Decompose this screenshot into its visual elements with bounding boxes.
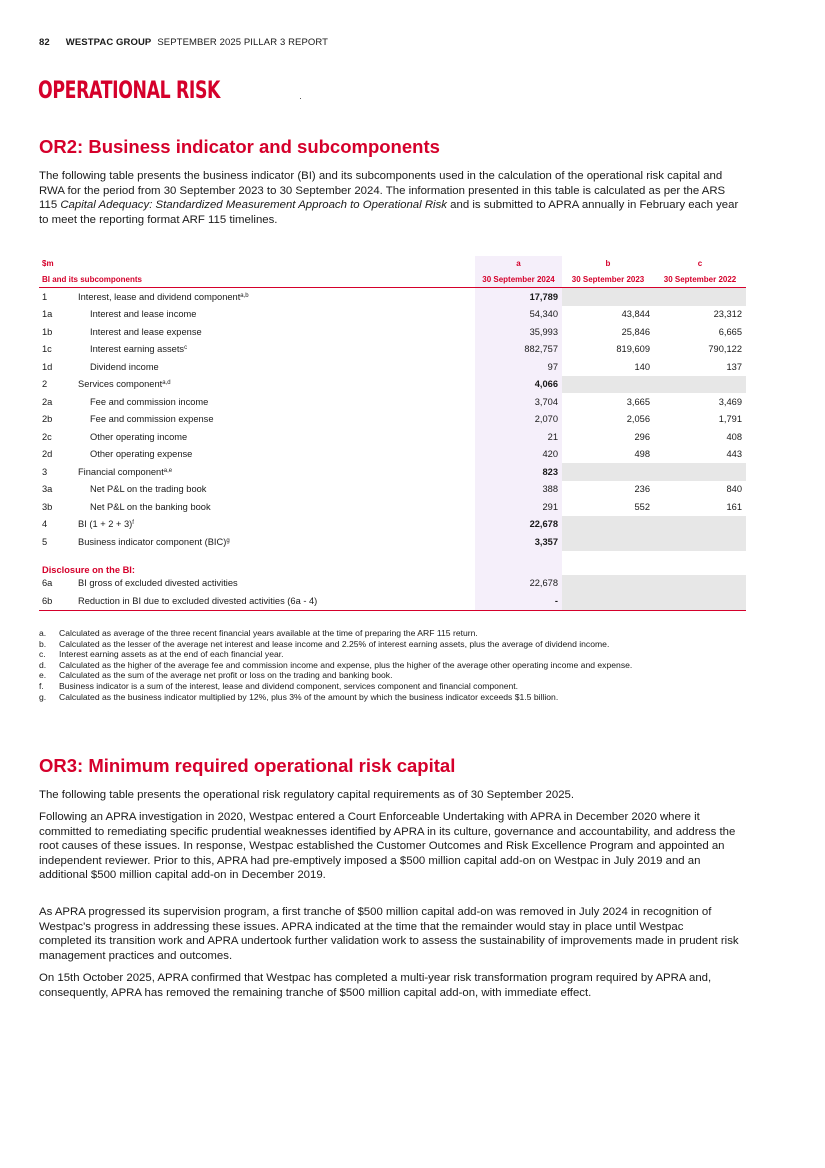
footnote-ref: c (184, 345, 188, 352)
value-a: 22,678 (475, 575, 562, 593)
row-label-text: Interest and lease income (90, 309, 197, 320)
value-c: 1,791 (718, 414, 742, 425)
table-row (39, 516, 746, 534)
row-label (75, 463, 475, 481)
footnote-item (39, 660, 739, 671)
value-a: 22,678 (475, 516, 562, 534)
value-c (654, 592, 746, 610)
row-id: 5 (42, 536, 48, 547)
or2-intro-italic: Capital Adequacy: Standardized Measurement Approach to Operational Risk (60, 199, 447, 212)
footnote-ref: a,d (162, 380, 171, 387)
value-b: 819,609 (616, 344, 650, 355)
value-b (562, 533, 654, 551)
value-b: 552 (634, 501, 650, 512)
row-id: 3 (42, 466, 48, 477)
table-header-letters (39, 256, 746, 271)
row-id: 3b (42, 501, 53, 512)
or3-paragraph: As APRA progressed its supervision program, a first tranche of $500 million capital add-on was removed in July 2024 in recognition of Westpac's progress in addressing these issues. APRA indicated at the time that the remainder would stay in place until Westpac completed its transition work and APRA undertook further validation work to assess the sustainability of improvements made in prudent risk management practices and outcomes. (39, 906, 739, 962)
value-b (562, 516, 654, 534)
row-label (75, 288, 475, 306)
or2-intro-part2: and is submitted to APRA annually in February each year to meet the reporting format ARF 115 timelines. (39, 199, 739, 226)
col-date-a: 30 September 2024 (475, 271, 562, 288)
value-b: 296 (634, 431, 650, 442)
value-a: 21 (475, 428, 562, 446)
row-id: 2 (42, 379, 48, 390)
value-b: 140 (634, 361, 650, 372)
row-id: 2b (42, 414, 53, 425)
value-b: 236 (634, 484, 650, 495)
row-label (75, 481, 475, 499)
row-label-text: Fee and commission expense (90, 414, 214, 425)
row-label (75, 376, 475, 394)
row-label-text: Other operating income (90, 431, 188, 442)
table-header-dates (39, 271, 746, 288)
row-id: 1 (42, 291, 48, 302)
table-row (39, 533, 746, 551)
value-a: 3,357 (475, 533, 562, 551)
row-label (75, 323, 475, 341)
footnote-text: Calculated as the business indicator multiplied by 12%, plus 3% of the amount by which the business indicator exceeds $1.5 billion. (59, 691, 559, 702)
table-row (39, 411, 746, 429)
value-b: 498 (634, 449, 650, 460)
value-c: 137 (726, 361, 742, 372)
row-label (75, 358, 475, 376)
row-label-text: Fee and commission income (90, 396, 209, 407)
disclosure-cell (562, 555, 654, 575)
row-label-text: Other operating expense (90, 449, 193, 460)
value-c (654, 533, 746, 551)
row-label-text: Interest earning assets (90, 344, 185, 355)
row-label-text: Services component (78, 379, 163, 390)
col-date-b: 30 September 2023 (562, 271, 654, 288)
table-row (39, 498, 746, 516)
value-c: 840 (726, 484, 742, 495)
col-letter-c: c (697, 259, 703, 268)
value-c (654, 288, 746, 306)
disclosure-cell (654, 555, 746, 575)
row-label-text: Interest and lease expense (90, 326, 202, 337)
value-a: 2,070 (475, 411, 562, 429)
row-label (75, 411, 475, 429)
row-label-text: Business indicator component (BIC) (78, 536, 227, 547)
row-label: Reduction in BI due to excluded divested activities (6a - 4) (75, 592, 475, 610)
footnote-text: Calculated as average of the three recent financial years available at the time of preparing the ARF 115 return. (59, 628, 478, 638)
row-id: 2d (42, 449, 53, 460)
row-label (75, 446, 475, 464)
footnote-text: Business indicator is a sum of the interest, lease and dividend component, services component and financial component. (59, 680, 519, 691)
value-b (562, 463, 654, 481)
footnote-item (39, 649, 739, 660)
footnotes (39, 628, 739, 702)
table-row (39, 481, 746, 499)
row-label-text: Interest, lease and dividend component (78, 291, 241, 302)
table-row (39, 341, 746, 359)
value-a: 291 (475, 498, 562, 516)
table-row (39, 446, 746, 464)
row-label: BI gross of excluded divested activities (78, 578, 238, 589)
value-a: 420 (475, 446, 562, 464)
row-label (75, 393, 475, 411)
row-label (75, 516, 475, 534)
table-row (39, 575, 746, 593)
value-b: 3,665 (626, 396, 650, 407)
value-c: 790,122 (708, 344, 742, 355)
value-a: 54,340 (475, 306, 562, 324)
value-a: 882,757 (475, 341, 562, 359)
value-c (654, 376, 746, 394)
table-row (39, 288, 746, 306)
value-b: 25,846 (621, 326, 650, 337)
value-c: 443 (726, 449, 742, 460)
value-a: 17,789 (475, 288, 562, 306)
footnote-item (39, 628, 739, 639)
unit-label: $m (42, 259, 54, 268)
footnote-item (39, 692, 739, 703)
value-c: 408 (726, 431, 742, 442)
row-id: 1a (42, 309, 53, 320)
table-row (39, 358, 746, 376)
company-name: WESTPAC GROUP (65, 37, 152, 48)
value-a: 3,704 (475, 393, 562, 411)
row-id: 6a (42, 578, 53, 589)
footnote-key: g. (39, 691, 47, 702)
footnote-key: a. (39, 628, 47, 638)
value-a: 35,993 (475, 323, 562, 341)
footnote-item (39, 670, 739, 681)
or2-intro (39, 169, 739, 227)
footnote-text: Calculated as the lesser of the average net interest and lease income and 2.25% of interest earning assets, plus the average of dividend income. (59, 638, 610, 649)
row-id: 1b (42, 326, 53, 337)
table-row (39, 592, 746, 610)
row-id: 1d (42, 361, 53, 372)
row-id: 2a (42, 396, 53, 407)
col-letter-a: a (475, 256, 562, 271)
row-label (75, 498, 475, 516)
footnote-key: f. (39, 680, 44, 691)
label-header: BI and its subcomponents (39, 271, 475, 288)
table-row (39, 306, 746, 324)
footnote-key: e. (39, 670, 47, 681)
row-id: 3a (42, 484, 53, 495)
row-label (75, 341, 475, 359)
value-c (654, 575, 746, 593)
row-label-text: Net P&L on the banking book (90, 501, 211, 512)
value-b (562, 592, 654, 610)
table-row (39, 393, 746, 411)
or2-intro-part1: The following table presents the business indicator (BI) and its subcomponents used in the calculation of the operational risk capital and RWA for the period from 30 September 2023 to 30 September 2024. The information presented in this table is calculated as per the ARS 115 (39, 170, 726, 212)
footnote-item (39, 681, 739, 692)
or3-heading: OR3: Minimum required operational risk capital (39, 755, 456, 776)
value-c: 6,665 (718, 326, 742, 337)
col-date-c: 30 September 2022 (654, 271, 746, 288)
disclosure-cell (475, 555, 562, 575)
footnote-ref: a,b (240, 292, 249, 299)
decorative-dot (300, 98, 301, 99)
row-label-text: Net P&L on the trading book (90, 484, 207, 495)
disclosure-header-row (39, 555, 746, 575)
footnote-text: Interest earning assets as at the end of each financial year. (59, 649, 284, 660)
table-row (39, 463, 746, 481)
value-c (654, 516, 746, 534)
bi-table (39, 256, 746, 611)
value-c (654, 463, 746, 481)
footnote-key: c. (39, 649, 46, 660)
row-label (75, 306, 475, 324)
value-b (562, 575, 654, 593)
footnote-key: b. (39, 638, 47, 649)
page-title: OPERATIONAL RISK (38, 76, 221, 104)
value-b (562, 376, 654, 394)
footnote-text: Calculated as the sum of the average net profit or loss on the trading and banking book. (59, 670, 393, 681)
table-row (39, 376, 746, 394)
row-id: 1c (42, 344, 52, 355)
footnote-ref: g (226, 537, 230, 544)
value-b (562, 288, 654, 306)
footnote-item (39, 639, 739, 650)
value-a: 823 (475, 463, 562, 481)
footnote-key: d. (39, 659, 47, 670)
table-row (39, 428, 746, 446)
footnote-ref: f (132, 520, 134, 527)
value-c: 161 (726, 501, 742, 512)
or2-heading: OR2: Business indicator and subcomponents (39, 136, 440, 157)
row-id: 2c (42, 431, 52, 442)
value-a: 97 (475, 358, 562, 376)
row-label (75, 428, 475, 446)
row-label (75, 533, 475, 551)
row-label-text: Financial component (78, 466, 164, 477)
row-label-text: Dividend income (90, 361, 159, 372)
report-name: SEPTEMBER 2025 PILLAR 3 REPORT (157, 37, 329, 48)
row-label-text: BI (1 + 2 + 3) (78, 519, 133, 530)
footnote-text: Calculated as the higher of the average fee and commission income and expense, plus the higher of the average other operating income and expense. (59, 659, 633, 670)
value-a: - (475, 592, 562, 610)
or3-paragraph: Following an APRA investigation in 2020, Westpac entered a Court Enforceable Undertaking with APRA in December 2020 where it committed to remediating specific prudential weaknesses identified by APRA in its culture, governance and accountability, and address the root causes of these issues. In response, Westpac established the Customer Outcomes and Risk Excellence Program and appointed an independent reviewer. Prior to this, APRA had pre-emptively imposed a $500 million capital add-on on Westpac in July 2019 and an additional $500 million capital add-on in December 2019. (39, 811, 736, 882)
row-id: 4 (42, 519, 48, 530)
page-header (39, 37, 328, 48)
col-letter-b: b (605, 259, 611, 268)
footnote-ref: a,e (163, 467, 173, 474)
row-id: 6b (39, 592, 75, 610)
or3-paragraph: On 15th October 2025, APRA confirmed that Westpac has completed a multi-year risk transformation program required by APRA and, consequently, APRA has removed the remaining tranche of $500 million capital add-on, with immediate effect. (39, 972, 712, 999)
value-b: 43,844 (621, 309, 650, 320)
disclosure-label: Disclosure on the BI: (42, 564, 135, 575)
value-a: 388 (475, 481, 562, 499)
value-a: 4,066 (475, 376, 562, 394)
value-c: 3,469 (718, 396, 742, 407)
value-c: 23,312 (713, 309, 742, 320)
table-row (39, 323, 746, 341)
value-b: 2,056 (626, 414, 650, 425)
or3-paragraph: The following table presents the operational risk regulatory capital requirements as of 30 September 2025. (39, 789, 575, 801)
page-number: 82 (39, 37, 50, 48)
